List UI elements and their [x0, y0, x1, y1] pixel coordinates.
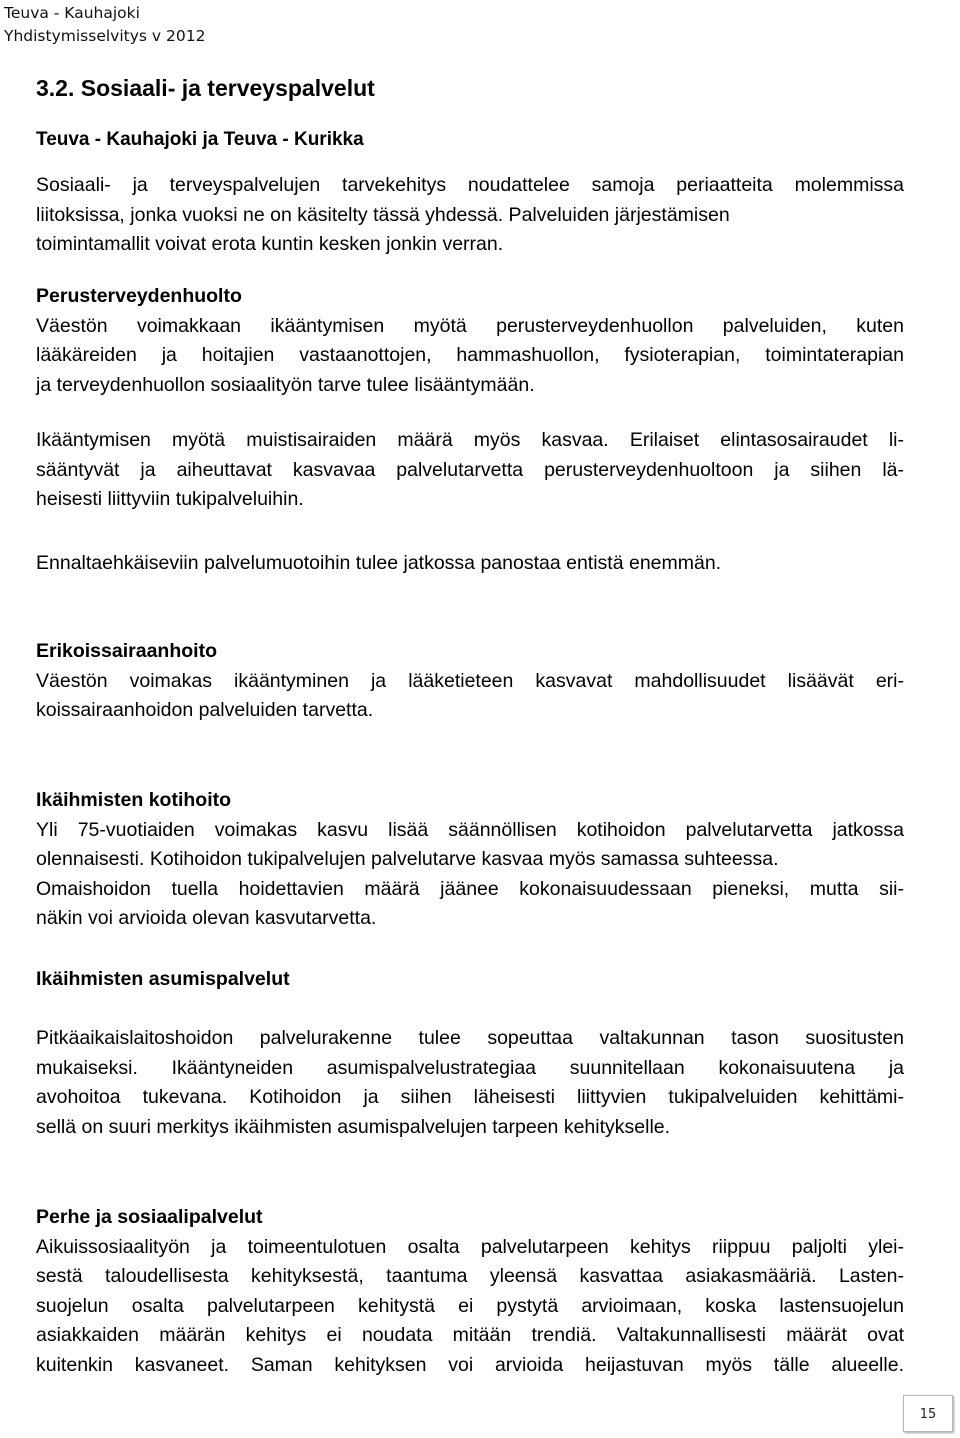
- text-line: koissairaanhoidon palveluiden tarvetta.: [36, 699, 374, 722]
- header-report-title: Yhdistymisselvitys v 2012: [4, 27, 206, 45]
- text-line: sääntyvät ja aiheuttavat kasvavaa palvelutarvetta perusterveydenhuoltoon ja siihen lä-: [36, 458, 904, 481]
- text-line: kuitenkin kasvaneet. Saman kehityksen voi arvioida heijastuvan myös tälle alueelle.: [36, 1353, 904, 1376]
- section-title: 3.2. Sosiaali- ja terveyspalvelut: [36, 75, 375, 101]
- text-line: Väestön voimakas ikääntyminen ja lääketieteen kasvavat mahdollisuudet lisäävät eri-: [36, 669, 904, 692]
- elderly-home-care-section: [36, 786, 904, 934]
- section-subtitle: Teuva - Kauhajoki ja Teuva - Kurikka: [36, 129, 364, 150]
- text-line: suojelun osalta palvelutarpeen kehitystä ei pystytä arvioimaan, koska lastensuojelun: [36, 1294, 904, 1317]
- elderly-housing-paragraph: [36, 1024, 904, 1142]
- text-line: sellä on suuri merkitys ikäihmisten asumispalvelujen tarpeen kehitykselle.: [36, 1115, 671, 1138]
- primary-healthcare-paragraph-3: [36, 549, 904, 579]
- text-line: heisesti liittyviin tukipalveluihin.: [36, 488, 304, 511]
- text-line: Pitkäaikaislaitoshoidon palvelurakenne tulee sopeuttaa valtakunnan tason suositusten: [36, 1027, 904, 1049]
- text-line: Väestön voimakkaan ikääntymisen myötä perusterveydenhuollon palveluiden, kuten: [36, 314, 904, 337]
- text-line: asiakkaiden määrän kehitys ei noudata mitään trendiä. Valtakunnallisesti määrät ovat: [36, 1324, 904, 1347]
- page-number: 15: [903, 1395, 953, 1432]
- primary-healthcare-heading: Perusterveydenhuolto: [36, 285, 242, 307]
- text-line: liitoksissa, jonka vuoksi ne on käsitelty tässä yhdessä. Palveluiden järjestämisen: [36, 203, 730, 226]
- text-line: Ennaltaehkäiseviin palvelumuotoihin tulee jatkossa panostaa entistä enemmän.: [36, 552, 722, 574]
- specialized-care-section: [36, 637, 904, 726]
- family-social-services-section: [36, 1203, 904, 1381]
- text-line: näkin voi arvioida olevan kasvutarvetta.: [36, 907, 377, 930]
- text-line: Omaishoidon tuella hoidettavien määrä jäänee kokonaisuudessaan pieneksi, mutta sii-: [36, 877, 904, 900]
- text-line: lääkäreiden ja hoitajien vastaanottojen, hammashuollon, fysioterapian, toimintaterapian: [36, 344, 904, 367]
- text-line: Ikääntymisen myötä muistisairaiden määrä myös kasvaa. Erilaiset elintasosairaudet li-: [36, 429, 904, 451]
- text-line: mukaiseksi. Ikääntyneiden asumispalvelustrategiaa suunnitellaan kokonaisuutena ja: [36, 1056, 904, 1079]
- text-line: sestä taloudellisesta kehityksestä, taantuma yleensä kasvattaa asiakasmääriä. Lasten-: [36, 1265, 904, 1288]
- text-line: olennaisesti. Kotihoidon tukipalvelujen palvelutarve kasvaa myös samassa suhteessa.: [36, 848, 779, 871]
- text-line: Sosiaali- ja terveyspalvelujen tarvekehitys noudattelee samoja periaatteita molemmissa: [36, 174, 904, 196]
- header-municipalities: Teuva - Kauhajoki: [4, 4, 140, 22]
- primary-healthcare-paragraph-2: [36, 426, 904, 515]
- text-line: ja terveydenhuollon sosiaalityön tarve tulee lisääntymään.: [36, 373, 535, 396]
- elderly-housing-section: [36, 965, 904, 995]
- primary-healthcare-section: [36, 282, 904, 400]
- page-header: [4, 2, 205, 48]
- specialized-care-heading: Erikoissairaanhoito: [36, 640, 217, 662]
- family-social-services-heading: Perhe ja sosiaalipalvelut: [36, 1206, 263, 1228]
- intro-paragraph: [36, 171, 904, 260]
- elderly-housing-heading: Ikäihmisten asumispalvelut: [36, 968, 290, 990]
- text-line: Yli 75-vuotiaiden voimakas kasvu lisää säännöllisen kotihoidon palvelutarvetta jatkossa: [36, 818, 904, 841]
- elderly-home-care-heading: Ikäihmisten kotihoito: [36, 789, 232, 811]
- text-line: Aikuissosiaalityön ja toimeentulotuen osalta palvelutarpeen kehitys riippuu paljolti ylei-: [36, 1235, 904, 1258]
- text-line: toimintamallit voivat erota kuntin kesken jonkin verran.: [36, 233, 504, 256]
- text-line: avohoitoa tukevana. Kotihoidon ja siihen läheisesti liittyvien tukipalveluiden kehittämi-: [36, 1086, 904, 1109]
